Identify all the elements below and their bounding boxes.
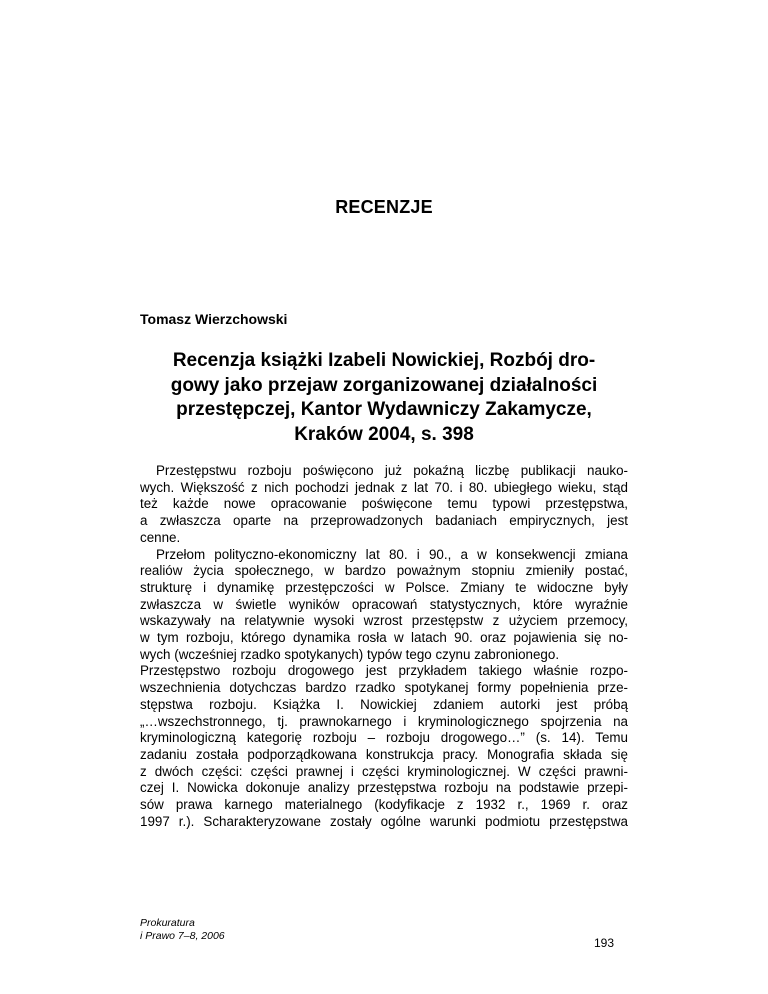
body-line: wych. Większość z nich pochodzi jednak z lat 70. i 80. ubiegłego wieku, stąd <box>140 479 628 495</box>
article-body <box>140 463 628 830</box>
body-line: 1997 r.). Scharakteryzowane zostały ogólne warunki podmiotu przestępstwa <box>140 813 628 829</box>
journal-issue: i Prawo 7–8, 2006 <box>140 930 225 942</box>
body-line: zwłaszcza w świetle wyników opracowań statystycznych, które wyraźnie <box>140 596 628 612</box>
page-number: 193 <box>594 936 615 950</box>
body-line: stępstwa rozboju. Książka I. Nowickiej zdaniem autorki jest próbą <box>140 696 628 712</box>
body-line: w tym rozboju, którego dynamika rosła w latach 90. oraz pojawienia się no- <box>140 630 628 646</box>
body-line: sów prawa karnego materialnego (kodyfikacje z 1932 r., 1969 r. oraz <box>140 797 628 813</box>
body-line: Przestępstwu rozboju poświęcono już pokaźną liczbę publikacji nauko- <box>156 463 628 478</box>
article-title-line: gowy jako przejaw zorganizowanej działalności <box>170 374 598 396</box>
body-line: cenne. <box>140 529 181 545</box>
article-author: Tomasz Wierzchowski <box>140 311 288 327</box>
body-line: Przełom polityczno-ekonomiczny lat 80. i 90., a w konsekwencji zmiana <box>156 546 628 562</box>
body-line: wskazywały na relatywnie wysoki wzrost przestępstw z użyciem przemocy, <box>140 613 628 629</box>
article-title-line: Recenzja książki Izabeli Nowickiej, Rozbój dro- <box>172 350 596 371</box>
body-line: a zwłaszcza oparte na przeprowadzonych badaniach empirycznych, jest <box>140 513 628 529</box>
article-title <box>140 349 628 447</box>
body-line: realiów życia społecznego, w bardzo poważnym stopniu zmieniły postać, <box>140 563 628 579</box>
body-line: wszechnienia dotychczas bardzo rzadko spotykanej formy popełnienia prze- <box>140 680 628 696</box>
journal-name: Prokuratura <box>140 917 195 929</box>
body-line: strukturę i dynamikę przestępczości w Polsce. Zmiany te widoczne były <box>140 579 628 595</box>
body-line: czej I. Nowicka dokonuje analizy przestępstwa rozboju na podstawie przepi- <box>140 780 628 796</box>
body-line: „…wszechstronnego, tj. prawnokarnego i kryminologicznego spojrzenia na <box>140 713 628 729</box>
article-title-line: przestępczej, Kantor Wydawniczy Zakamycze, <box>176 399 592 420</box>
body-line: też każde nowe opracowanie poświęcone temu typowi przestępstwa, <box>140 496 628 512</box>
body-line: zadaniu została podporządkowana konstrukcja pracy. Monografia składa się <box>140 746 628 762</box>
body-line: wych (wcześniej rzadko spotykanych) typów tego czynu zabronionego. <box>140 646 560 662</box>
body-line: Przestępstwo rozboju drogowego jest przykładem takiego właśnie rozpo- <box>140 663 628 679</box>
journal-reference <box>140 917 225 943</box>
section-heading: RECENZJE <box>335 197 433 217</box>
body-line: z dwóch części: części prawnej i części kryminologicznej. W części prawni- <box>140 763 628 779</box>
article-title-line: Kraków 2004, s. 398 <box>294 423 474 445</box>
body-line: kryminologiczną kategorię rozboju – rozboju drogowego…” (s. 14). Temu <box>140 730 628 746</box>
